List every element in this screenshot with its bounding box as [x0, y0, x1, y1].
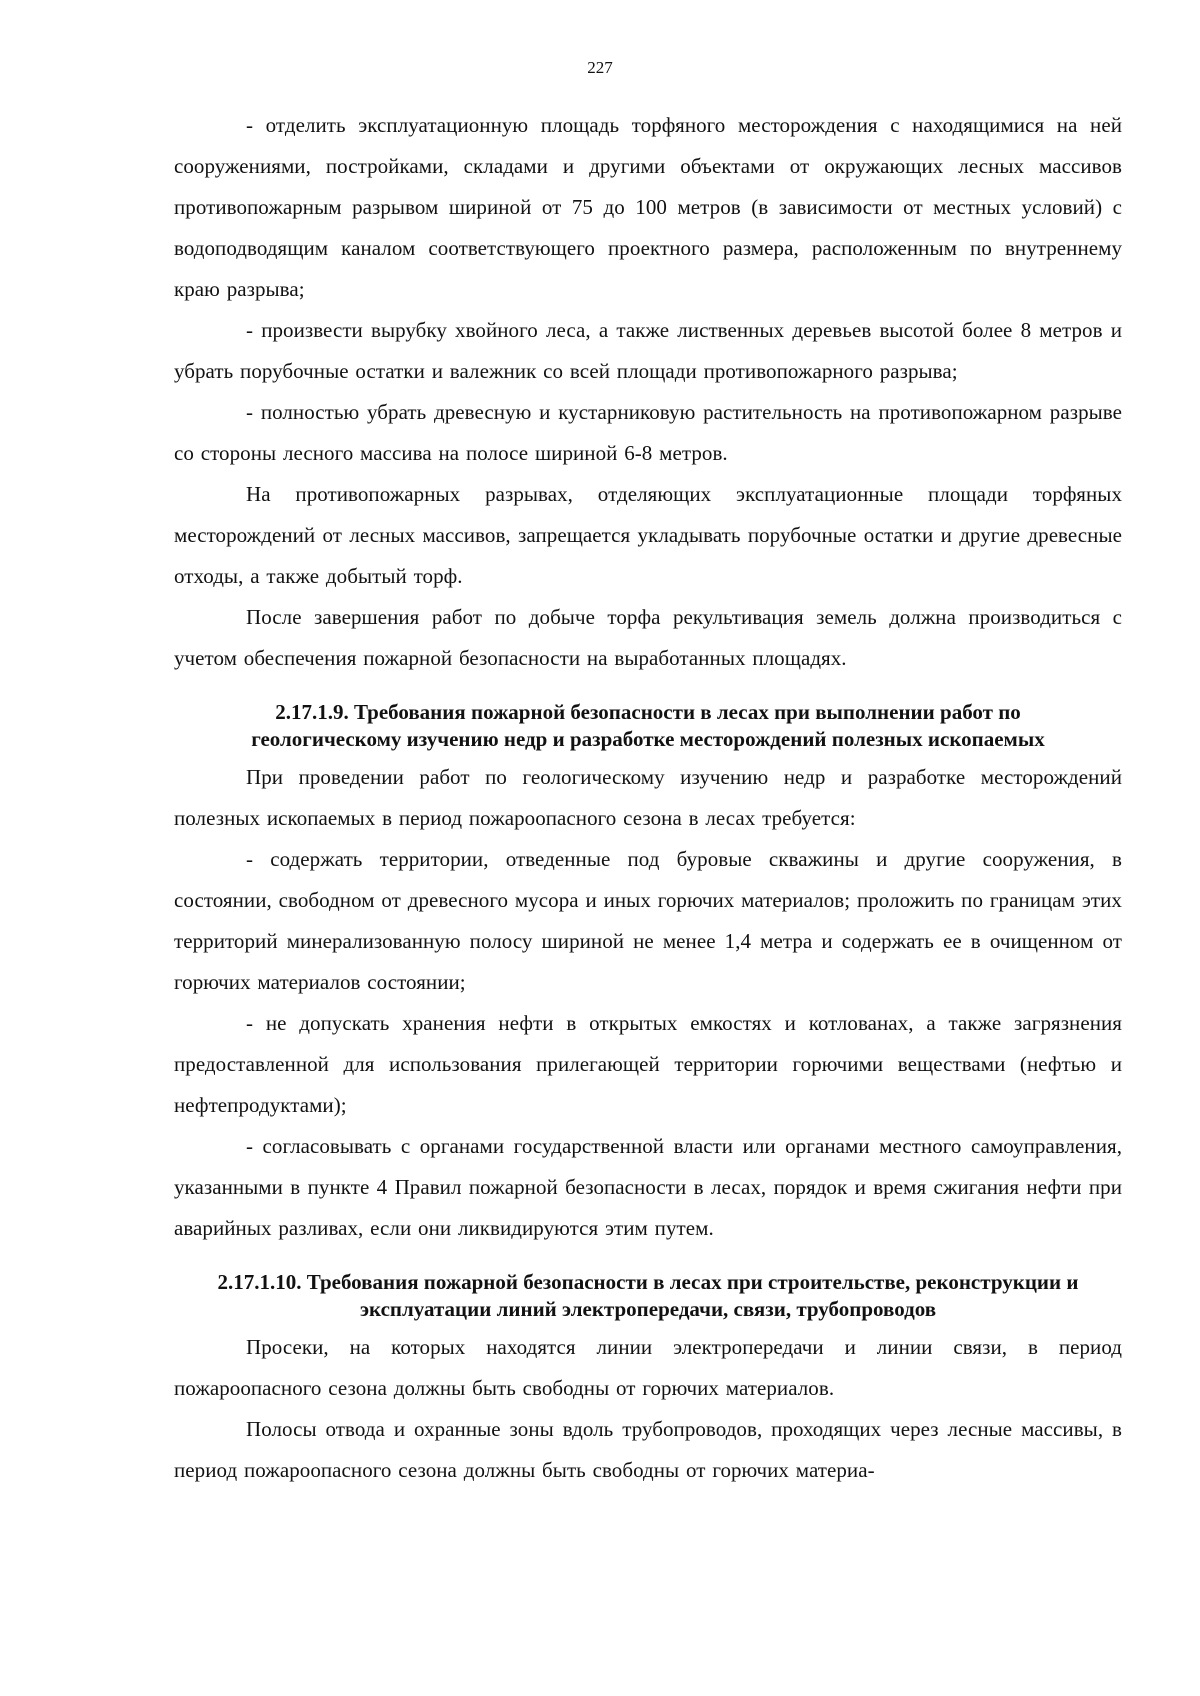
paragraph: - отделить эксплуатационную площадь торфяного месторождения с находящимися на ней сооружениями, постройками, складами и другими объектами от окружающих лесных массивов противопожарным разрывом шириной от 75 до 100 метров (в зависимости от местных условий) с водоподводящим каналом соответствующего проектного размера, расположенным по внутреннему краю разрыва;	[174, 113, 1122, 301]
paragraph: После завершения работ по добыче торфа рекультивация земель должна производиться с учетом обеспечения пожарной безопасности на выработанных площадях.	[174, 605, 1122, 670]
paragraph: - не допускать хранения нефти в открытых емкостях и котлованах, а также загрязнения предоставленной для использования прилегающей территории горючими веществами (нефтью и нефтепродуктами);	[174, 1011, 1122, 1117]
paragraph: - содержать территории, отведенные под буровые скважины и другие сооружения, в состоянии, свободном от древесного мусора и иных горючих материалов; проложить по границам этих территорий минерализованную полосу шириной не менее 1,4 метра и содержать ее в очищенном от горючих материалов состоянии;	[174, 847, 1122, 994]
page-number: 227	[587, 58, 613, 77]
paragraph: - полностью убрать древесную и кустарниковую растительность на противопожарном разрыве со стороны лесного массива на полосе шириной 6-8 метров.	[174, 400, 1122, 465]
page-content	[174, 105, 1122, 1491]
paragraph: Просеки, на которых находятся линии электропередачи и линии связи, в период пожароопасного сезона должны быть свободны от горючих материалов.	[174, 1335, 1122, 1400]
paragraph: Полосы отвода и охранные зоны вдоль трубопроводов, проходящих через лесные массивы, в период пожароопасного сезона должны быть свободны от горючих материа-	[174, 1417, 1122, 1482]
paragraph: На противопожарных разрывах, отделяющих эксплуатационные площади торфяных месторождений от лесных массивов, запрещается укладывать порубочные остатки и другие древесные отходы, а также добытый торф.	[174, 482, 1122, 588]
paragraph: При проведении работ по геологическому изучению недр и разработке месторождений полезных ископаемых в период пожароопасного сезона в лесах требуется:	[174, 765, 1122, 830]
paragraph: - произвести вырубку хвойного леса, а также лиственных деревьев высотой более 8 метров и убрать порубочные остатки и валежник со всей площади противопожарного разрыва;	[174, 318, 1122, 383]
section-heading: 2.17.1.10. Требования пожарной безопасности в лесах при строительстве, реконструкции и эксплуатации линий электропередачи, связи, трубопроводов	[217, 1270, 1079, 1321]
section-heading: 2.17.1.9. Требования пожарной безопасности в лесах при выполнении работ по геологическому изучению недр и разработке месторождений полезных ископаемых	[251, 700, 1045, 751]
paragraph: - согласовывать с органами государственной власти или органами местного самоуправления, указанными в пункте 4 Правил пожарной безопасности в лесах, порядок и время сжигания нефти при аварийных разливах, если они ликвидируются этим путем.	[174, 1134, 1122, 1240]
